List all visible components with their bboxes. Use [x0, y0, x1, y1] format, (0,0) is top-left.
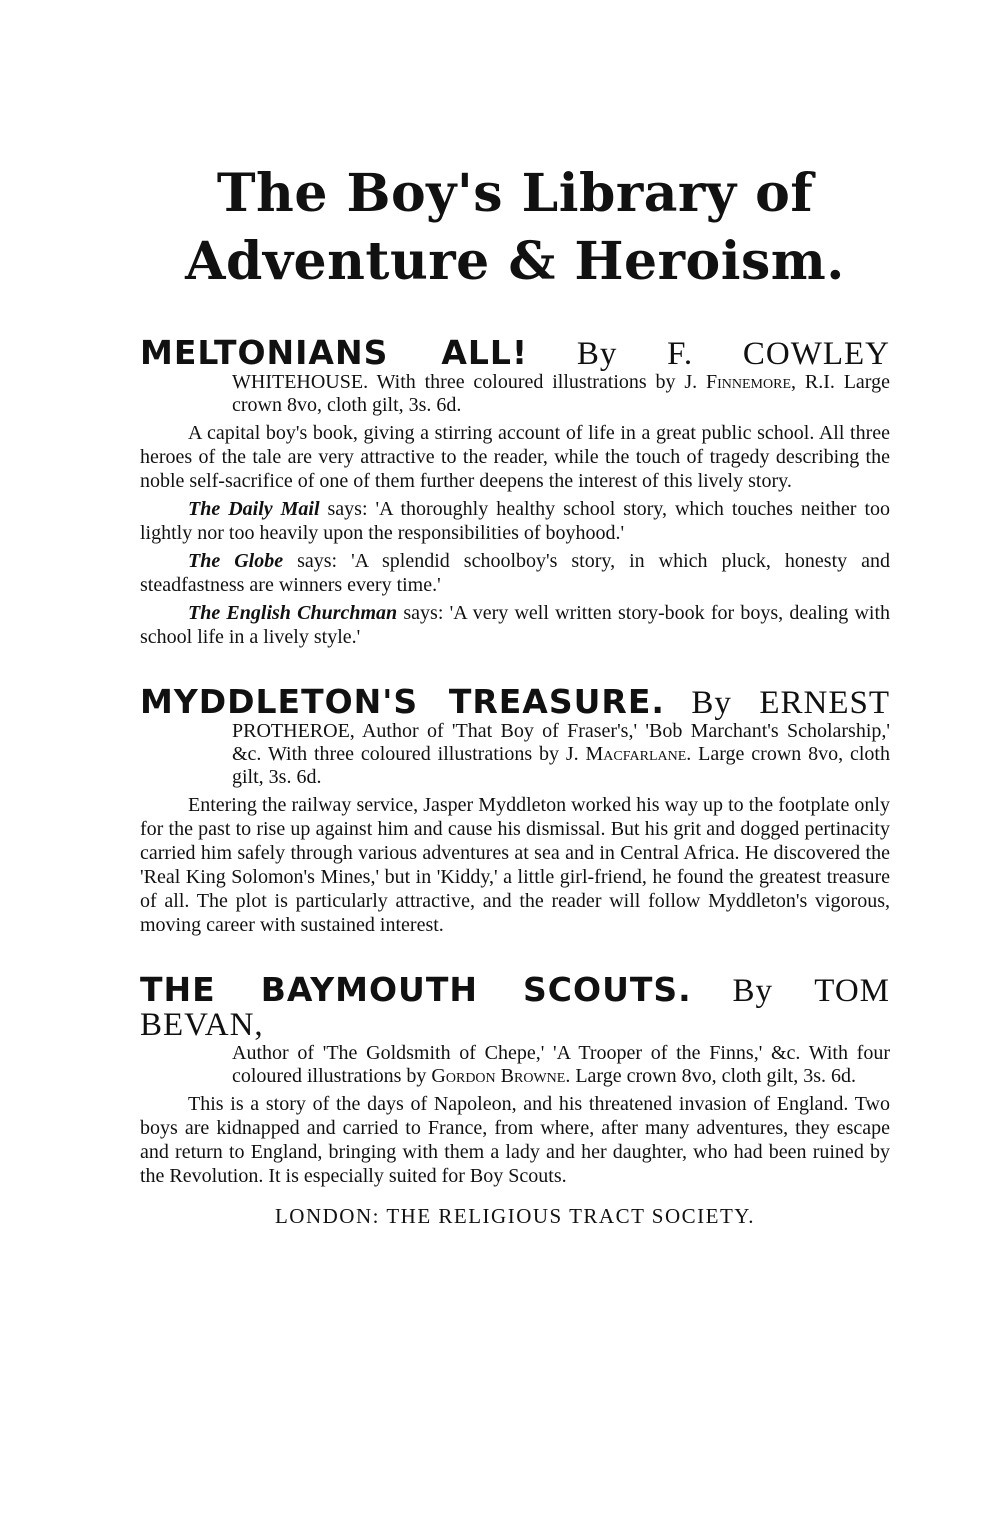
book-title: MYDDLETON'S TREASURE.: [140, 682, 665, 721]
illustrator-name: Macfarlane: [585, 743, 687, 765]
book-author: By TOM BEVAN,: [140, 973, 891, 1043]
title-line-1: The Boy's Library of: [216, 163, 814, 224]
book-description: This is a story of the days of Napoleon, and his threatened invasion of England. Two boys are kidnapped and carried to France, from where, after many adventures, they escape and return to England, bringing with them a lady and her daughter, who had been ruined by the Revolution. It is especially suited for Boy Scouts.: [140, 1093, 890, 1187]
advertisement-page: [140, 160, 890, 1229]
review-source: The English Churchman: [188, 602, 398, 624]
book-author: By F. COWLEY: [576, 336, 891, 372]
book-details: [232, 1042, 890, 1088]
review: [140, 497, 890, 545]
book-description: Entering the railway service, Jasper Myddleton worked his way up to the footplate only for the past to rise up against him and cause his dismissal. But his grit and dogged pertinacity carried him safely through various adventures at sea and in Central Africa. He discovered the 'Real King Solomon's Mines,' but in 'Kiddy,' a little girl-friend, he found the greatest treasure of all. The plot is particularly attractive, and the reader will follow Myddleton's vigorous, moving career with sustained interest.: [140, 794, 890, 936]
review-source: The Daily Mail: [188, 498, 320, 520]
book-entry-myddleton: [140, 682, 891, 937]
details-text: Author of 'The Goldsmith of Chepe,' 'A Trooper of the Finns,' &c. With four coloured illustrations by: [232, 1042, 890, 1087]
title-line-2: Adventure & Heroism.: [185, 231, 845, 292]
review-text: says: 'A splendid schoolboy's story, in which pluck, honesty and steadfastness are winners every time.': [140, 550, 891, 596]
book-entry-meltonians: [140, 333, 891, 649]
review-text: says: 'A thoroughly healthy school story, which touches neither too lightly nor too heavily upon the responsibilities of boyhood.': [140, 498, 890, 544]
book-heading: [140, 333, 891, 372]
book-author: By ERNEST: [691, 685, 891, 721]
details-text-end: . Large crown 8vo, cloth gilt, 3s. 6d.: [565, 1065, 857, 1087]
details-text-end: , R.I. Large crown 8vo, cloth gilt, 3s. 6d.: [232, 371, 890, 416]
book-entry-baymouth: [140, 970, 891, 1188]
book-description: A capital boy's book, giving a stirring account of life in a great public school. All three heroes of the tale are very attractive to the reader, while the touch of tragedy describing the noble self-sacrifice of one of them further deepens the interest of this lively story.: [140, 422, 890, 492]
review: [140, 549, 890, 597]
details-text: PROTHEROE, Author of 'That Boy of Fraser's,' 'Bob Marchant's Scholarship,' &c. With three coloured illustrations by J.: [232, 720, 890, 765]
illustrator-name: Finnemore: [706, 371, 792, 393]
book-details: [232, 371, 890, 417]
details-text: WHITEHOUSE. With three coloured illustrations by J.: [232, 371, 706, 393]
book-title: THE BAYMOUTH SCOUTS.: [140, 970, 692, 1009]
book-heading: [140, 682, 891, 721]
review-text: says: 'A very well written story-book for boys, dealing with school life in a lively style.': [140, 602, 890, 648]
review-source: The Globe: [188, 550, 284, 572]
book-details: [232, 720, 890, 789]
publisher-footer: LONDON: THE RELIGIOUS TRACT SOCIETY.: [274, 1204, 756, 1228]
details-text-end: . Large crown 8vo, cloth gilt, 3s. 6d.: [232, 743, 890, 788]
review: [140, 601, 890, 649]
book-heading: [140, 970, 891, 1043]
book-title: MELTONIANS ALL!: [140, 333, 529, 372]
illustrator-name: Gordon Browne: [431, 1065, 566, 1087]
page-title: [140, 160, 890, 296]
